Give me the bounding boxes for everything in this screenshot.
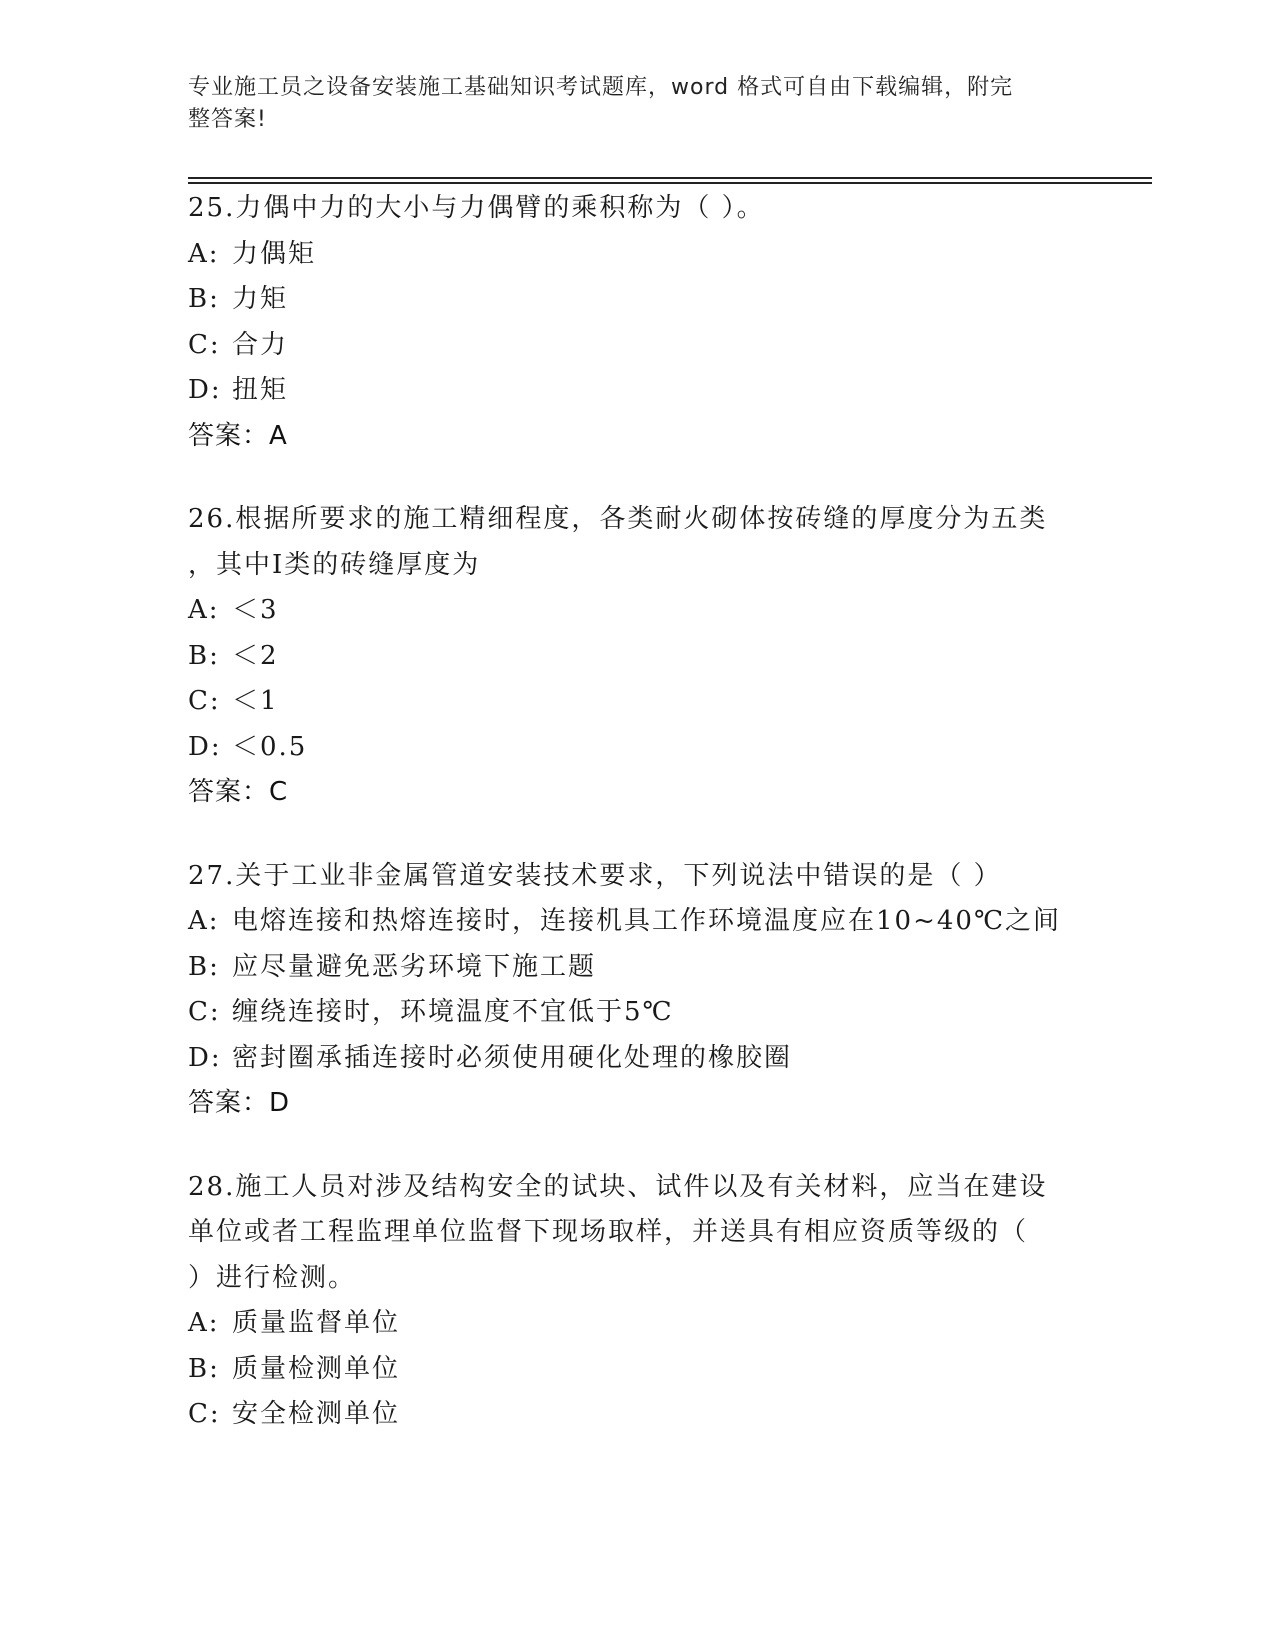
question-block (188, 186, 1088, 459)
option-text: 缠绕连接时，环境温度不宜低于5℃ (232, 997, 674, 1027)
question-text-line: 27.关于工业非金属管道安装技术要求，下列说法中错误的是（ ） (188, 860, 1002, 891)
question-text-line: 单位或者工程监理单位监督下现场取样，并送具有相应资质等级的（ (188, 1217, 1029, 1247)
option-a (188, 1301, 1088, 1347)
option-c (188, 323, 1088, 369)
option-text: 扭矩 (232, 375, 289, 405)
option-d (188, 1036, 1088, 1082)
option-c (188, 679, 1088, 725)
option-key: C: (188, 1399, 221, 1429)
option-text: 密封圈承插连接时必须使用硬化处理的橡胶圈 (232, 1042, 793, 1073)
option-text: ＜0.5 (232, 731, 308, 762)
question-block (188, 497, 1088, 816)
question-block (188, 1165, 1088, 1438)
option-key: A: (188, 906, 220, 936)
option-text: ＜3 (232, 595, 279, 625)
question-list (188, 186, 1088, 1476)
option-c (188, 1392, 1088, 1438)
option-key: B: (188, 284, 220, 314)
option-text: 合力 (232, 329, 289, 360)
option-d (188, 725, 1088, 771)
option-key: B: (188, 1353, 220, 1384)
header-divider (188, 182, 1152, 184)
option-text: 安全检测单位 (232, 1399, 401, 1429)
option-key: C: (188, 329, 221, 360)
option-d (188, 368, 1088, 414)
question-text (188, 1165, 1088, 1302)
option-key: C: (188, 997, 221, 1027)
option-key: A: (188, 595, 220, 625)
option-text: 质量检测单位 (232, 1353, 401, 1384)
question-block (188, 854, 1088, 1127)
option-b (188, 1347, 1088, 1393)
question-text-line: 28.施工人员对涉及结构安全的试块、试件以及有关材料，应当在建设 (188, 1171, 1048, 1202)
header-line: 专业施工员之设备安装施工基础知识考试题库，word 格式可自由下载编辑，附完 (188, 75, 1014, 100)
question-text (188, 497, 1088, 588)
option-text: 力偶矩 (232, 238, 317, 269)
answer-line: 答案：D (188, 1088, 291, 1118)
option-text: 质量监督单位 (232, 1308, 401, 1338)
document-header (188, 72, 1068, 136)
option-key: B: (188, 951, 220, 982)
option-key: D: (188, 1042, 222, 1073)
question-text (188, 186, 1088, 232)
option-key: C: (188, 686, 221, 716)
option-text: 力矩 (232, 284, 289, 314)
question-text-line: ）进行检测。 (188, 1262, 357, 1293)
option-key: D: (188, 731, 222, 762)
question-text-line: ，其中Ⅰ类的砖缝厚度为 (188, 549, 481, 580)
header-divider (188, 177, 1152, 179)
option-a (188, 588, 1088, 634)
option-text: 电熔连接和热熔连接时，连接机具工作环境温度应在10~40℃之间 (232, 906, 1062, 936)
option-key: A: (188, 238, 220, 269)
answer-line: 答案：C (188, 777, 289, 807)
option-c (188, 990, 1088, 1036)
option-text: ＜1 (232, 686, 279, 716)
answer-line: 答案：A (188, 420, 288, 451)
option-a (188, 232, 1088, 278)
option-b (188, 945, 1088, 991)
option-key: D: (188, 375, 222, 405)
option-text: ＜2 (232, 640, 279, 671)
question-text-line: 25.力偶中力的大小与力偶臂的乘积称为（ ）。 (188, 193, 765, 223)
option-key: B: (188, 640, 220, 671)
question-text-line: 26.根据所要求的施工精细程度，各类耐火砌体按砖缝的厚度分为五类 (188, 504, 1048, 534)
option-a (188, 899, 1088, 945)
header-line: 整答案! (188, 107, 267, 132)
option-text: 应尽量避免恶劣环境下施工题 (232, 951, 597, 982)
option-b (188, 277, 1088, 323)
option-b (188, 634, 1088, 680)
question-text (188, 854, 1088, 900)
option-key: A: (188, 1308, 220, 1338)
